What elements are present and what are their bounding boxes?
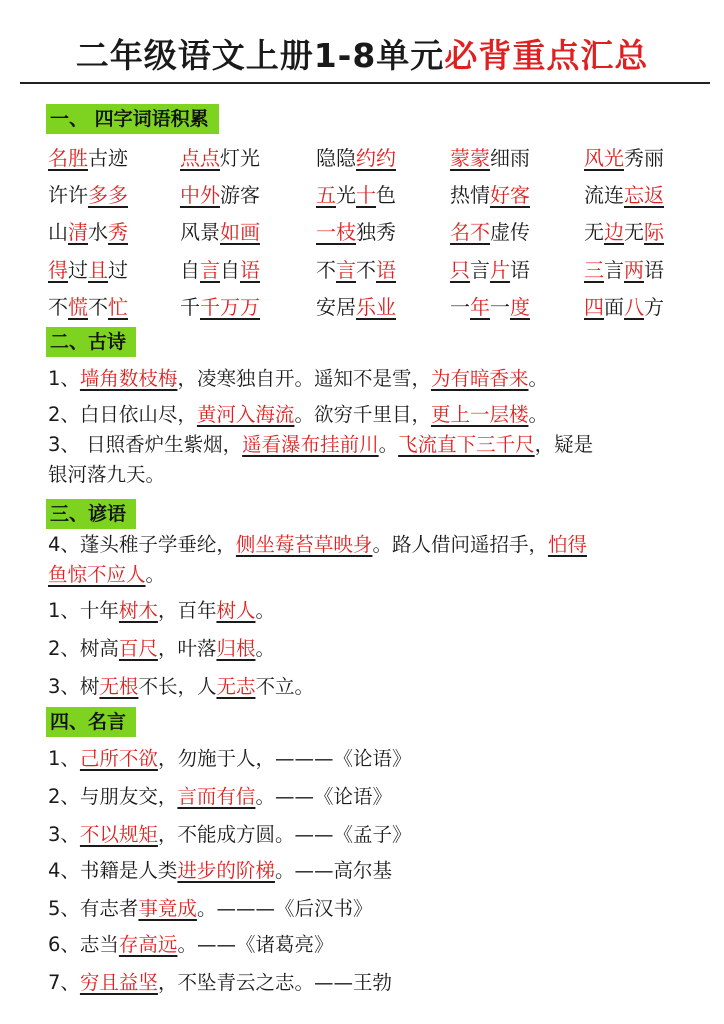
key-phrase: 树木	[118, 599, 158, 622]
key-phrase: 事竟成	[138, 897, 197, 920]
proverbs-line	[48, 636, 275, 662]
text-segment: 灯光	[220, 146, 260, 170]
key-phrase: 黄河入海流	[196, 403, 295, 426]
text-segment: 语	[644, 258, 664, 282]
proverbs-line	[48, 532, 587, 558]
text-segment: 银河落九天。	[48, 463, 166, 486]
key-phrase: 八	[624, 295, 644, 319]
idiom-row	[48, 142, 688, 176]
text-segment: 细雨	[490, 146, 530, 170]
key-phrase: 三	[584, 258, 604, 282]
text-segment: 不	[356, 258, 376, 282]
idiom-item	[48, 179, 128, 208]
idiom-item	[316, 179, 396, 208]
idiom-row	[48, 254, 688, 288]
text-segment: 。	[378, 433, 399, 456]
quotes-line	[48, 822, 411, 848]
text-segment: 山	[48, 220, 68, 244]
key-phrase: 更上一层楼	[430, 403, 529, 426]
text-segment: ，凌寒独自开。遥知不是雪，	[177, 367, 431, 390]
text-segment: 。——《诸葛亮》	[177, 933, 334, 956]
text-segment: ，不能成方圆。——《孟子》	[157, 823, 412, 846]
text-segment: 安居	[316, 295, 356, 319]
key-phrase: 点点	[180, 146, 220, 170]
text-segment: 无	[624, 220, 644, 244]
section-header-idioms: 一、 四字词语积累	[46, 104, 219, 134]
text-segment: 4、蓬头稚子学垂纶，	[48, 533, 236, 556]
key-phrase: 语	[240, 258, 260, 282]
idiom-item	[48, 254, 128, 283]
text-segment: 古迹	[88, 146, 128, 170]
idiom-item	[180, 216, 260, 245]
key-phrase: 言	[200, 258, 220, 282]
key-phrase: 不以规矩	[79, 823, 158, 846]
text-segment: 言	[470, 258, 490, 282]
key-phrase: 五	[316, 183, 336, 207]
key-phrase: 慌	[68, 295, 88, 319]
text-segment: 1、十年	[48, 599, 119, 622]
key-phrase: 只	[450, 258, 470, 282]
text-segment: 虚传	[490, 220, 530, 244]
text-segment: 1、	[48, 367, 80, 390]
idiom-item	[584, 291, 664, 320]
idiom-item	[180, 179, 260, 208]
text-segment: 3、 日照香炉生紫烟，	[48, 433, 243, 456]
proverbs-line	[48, 674, 314, 700]
text-segment: 言	[604, 258, 624, 282]
text-segment: 。	[528, 367, 548, 390]
text-segment: 。	[528, 403, 548, 426]
text-segment: 自	[220, 258, 240, 282]
text-segment: 水	[88, 220, 108, 244]
text-segment: 秀丽	[624, 146, 664, 170]
text-segment: 4、书籍是人类	[48, 859, 178, 882]
key-phrase: 名不	[450, 220, 490, 244]
text-segment: ，不坠青云之志。——王勃	[157, 971, 392, 994]
page-title-highlight: 必背重点汇总	[444, 36, 649, 75]
text-segment: 3、	[48, 823, 80, 846]
text-segment: 色	[376, 183, 396, 207]
text-segment: 自	[180, 258, 200, 282]
poems-line	[48, 462, 165, 488]
quotes-line	[48, 746, 411, 772]
key-phrase: 约约	[356, 146, 396, 170]
idiom-item	[316, 142, 396, 171]
idiom-item	[450, 254, 530, 283]
text-segment: 光	[336, 183, 356, 207]
idiom-item	[48, 142, 128, 171]
quotes-line	[48, 896, 372, 922]
key-phrase: 如画	[220, 220, 260, 244]
idiom-item	[450, 179, 530, 208]
key-phrase: 无根	[99, 675, 139, 698]
key-phrase: 怕得	[547, 533, 587, 556]
poems-line	[48, 432, 593, 458]
key-phrase: 得	[48, 258, 68, 282]
key-phrase: 四	[584, 295, 604, 319]
key-phrase: 且	[88, 258, 108, 282]
text-segment: ，叶落	[157, 637, 217, 660]
quotes-line	[48, 784, 392, 810]
key-phrase: 乐业	[356, 295, 396, 319]
key-phrase: 际	[644, 220, 664, 244]
title-divider	[20, 82, 710, 84]
key-phrase: 穷且益坚	[79, 971, 158, 994]
idiom-item	[450, 216, 530, 245]
key-phrase: 清	[68, 220, 88, 244]
key-phrase: 忘返	[624, 183, 664, 207]
text-segment: 过	[108, 258, 128, 282]
page-title	[0, 30, 724, 77]
key-phrase: 好客	[490, 183, 530, 207]
key-phrase: 度	[510, 295, 530, 319]
key-phrase: 一枝	[316, 220, 356, 244]
idiom-item	[584, 216, 664, 245]
key-phrase: 十	[356, 183, 376, 207]
quotes-line	[48, 970, 392, 996]
text-segment: 。——《论语》	[255, 785, 392, 808]
proverbs-line	[48, 562, 165, 588]
idiom-row	[48, 291, 688, 325]
proverbs-line	[48, 598, 275, 624]
idiom-item	[316, 216, 396, 245]
key-phrase: 进步的阶梯	[177, 859, 275, 882]
text-segment: 2、白日依山尽，	[48, 403, 197, 426]
key-phrase: 树人	[216, 599, 256, 622]
key-phrase: 己所不欲	[79, 747, 158, 770]
text-segment: 无	[584, 220, 604, 244]
poems-line	[48, 366, 548, 392]
text-segment: 2、树高	[48, 637, 119, 660]
text-segment: 不	[48, 295, 68, 319]
key-phrase: 边	[604, 220, 624, 244]
idiom-item	[450, 291, 530, 320]
idiom-item	[450, 142, 530, 171]
quotes-line	[48, 932, 333, 958]
text-segment: 不立。	[255, 675, 314, 698]
section-header-proverbs: 三、谚语	[46, 499, 136, 529]
idiom-row	[48, 216, 688, 250]
text-segment: 一	[450, 295, 470, 319]
text-segment: 流连	[584, 183, 624, 207]
idiom-item	[180, 142, 260, 171]
key-phrase: 年	[470, 295, 490, 319]
text-segment: 语	[510, 258, 530, 282]
key-phrase: 墙角数枝梅	[79, 367, 178, 390]
text-segment: 热情	[450, 183, 490, 207]
text-segment: 。———《后汉书》	[196, 897, 373, 920]
text-segment: 一	[490, 295, 510, 319]
idiom-item	[48, 216, 128, 245]
text-segment: 。路人借问遥招手，	[372, 533, 548, 556]
key-phrase: 侧坐莓苔草映身	[235, 533, 373, 556]
text-segment: 过	[68, 258, 88, 282]
text-segment: 面	[604, 295, 624, 319]
key-phrase: 存高远	[118, 933, 178, 956]
poems-line	[48, 402, 548, 428]
key-phrase: 秀	[108, 220, 128, 244]
key-phrase: 言	[336, 258, 356, 282]
idiom-item	[316, 291, 396, 320]
text-segment: 隐隐	[316, 146, 356, 170]
text-segment: ，百年	[157, 599, 217, 622]
key-phrase: 名胜	[48, 146, 88, 170]
key-phrase: 风光	[584, 146, 624, 170]
idiom-item	[48, 291, 128, 320]
key-phrase: 归根	[216, 637, 256, 660]
key-phrase: 百尺	[118, 637, 158, 660]
text-segment: ，疑是	[534, 433, 594, 456]
section-header-poems: 二、古诗	[46, 327, 136, 357]
idiom-item	[180, 291, 260, 320]
page-title-main: 二年级语文上册1-8单元	[75, 36, 445, 75]
text-segment: 方	[644, 295, 664, 319]
key-phrase: 片	[490, 258, 510, 282]
idiom-item	[316, 254, 396, 283]
key-phrase: 为有暗香来	[430, 367, 529, 390]
key-phrase: 千万万	[200, 295, 260, 319]
text-segment: 3、树	[48, 675, 100, 698]
text-segment: 2、与朋友交，	[48, 785, 178, 808]
text-segment: 不长，人	[138, 675, 217, 698]
text-segment: 不	[316, 258, 336, 282]
key-phrase: 无志	[216, 675, 256, 698]
key-phrase: 蒙蒙	[450, 146, 490, 170]
key-phrase: 飞流直下三千尺	[398, 433, 535, 456]
key-phrase: 中外	[180, 183, 220, 207]
text-segment: ，勿施于人，———《论语》	[157, 747, 412, 770]
text-segment: 风景	[180, 220, 220, 244]
text-segment: 。	[255, 599, 275, 622]
text-segment: 6、志当	[48, 933, 119, 956]
text-segment: 5、有志者	[48, 897, 139, 920]
text-segment: 不	[88, 295, 108, 319]
idiom-item	[180, 254, 260, 283]
text-segment: 独秀	[356, 220, 396, 244]
text-segment: 1、	[48, 747, 80, 770]
text-segment: 。欲穷千里目，	[294, 403, 431, 426]
key-phrase: 语	[376, 258, 396, 282]
key-phrase: 言而有信	[177, 785, 256, 808]
text-segment: 游客	[220, 183, 260, 207]
text-segment: 许许	[48, 183, 88, 207]
text-segment: 。	[145, 563, 166, 586]
key-phrase: 两	[624, 258, 644, 282]
idiom-item	[584, 142, 664, 171]
text-segment: 。	[255, 637, 275, 660]
key-phrase: 鱼惊不应人	[48, 563, 146, 586]
idiom-row	[48, 179, 688, 213]
text-segment: 。——高尔基	[274, 859, 392, 882]
idiom-item	[584, 254, 664, 283]
text-segment: 千	[180, 295, 200, 319]
text-segment: 7、	[48, 971, 80, 994]
quotes-line	[48, 858, 392, 884]
idiom-item	[584, 179, 664, 208]
key-phrase: 多多	[88, 183, 128, 207]
key-phrase: 忙	[108, 295, 128, 319]
key-phrase: 遥看瀑布挂前川	[242, 433, 379, 456]
section-header-quotes: 四、名言	[46, 707, 136, 737]
